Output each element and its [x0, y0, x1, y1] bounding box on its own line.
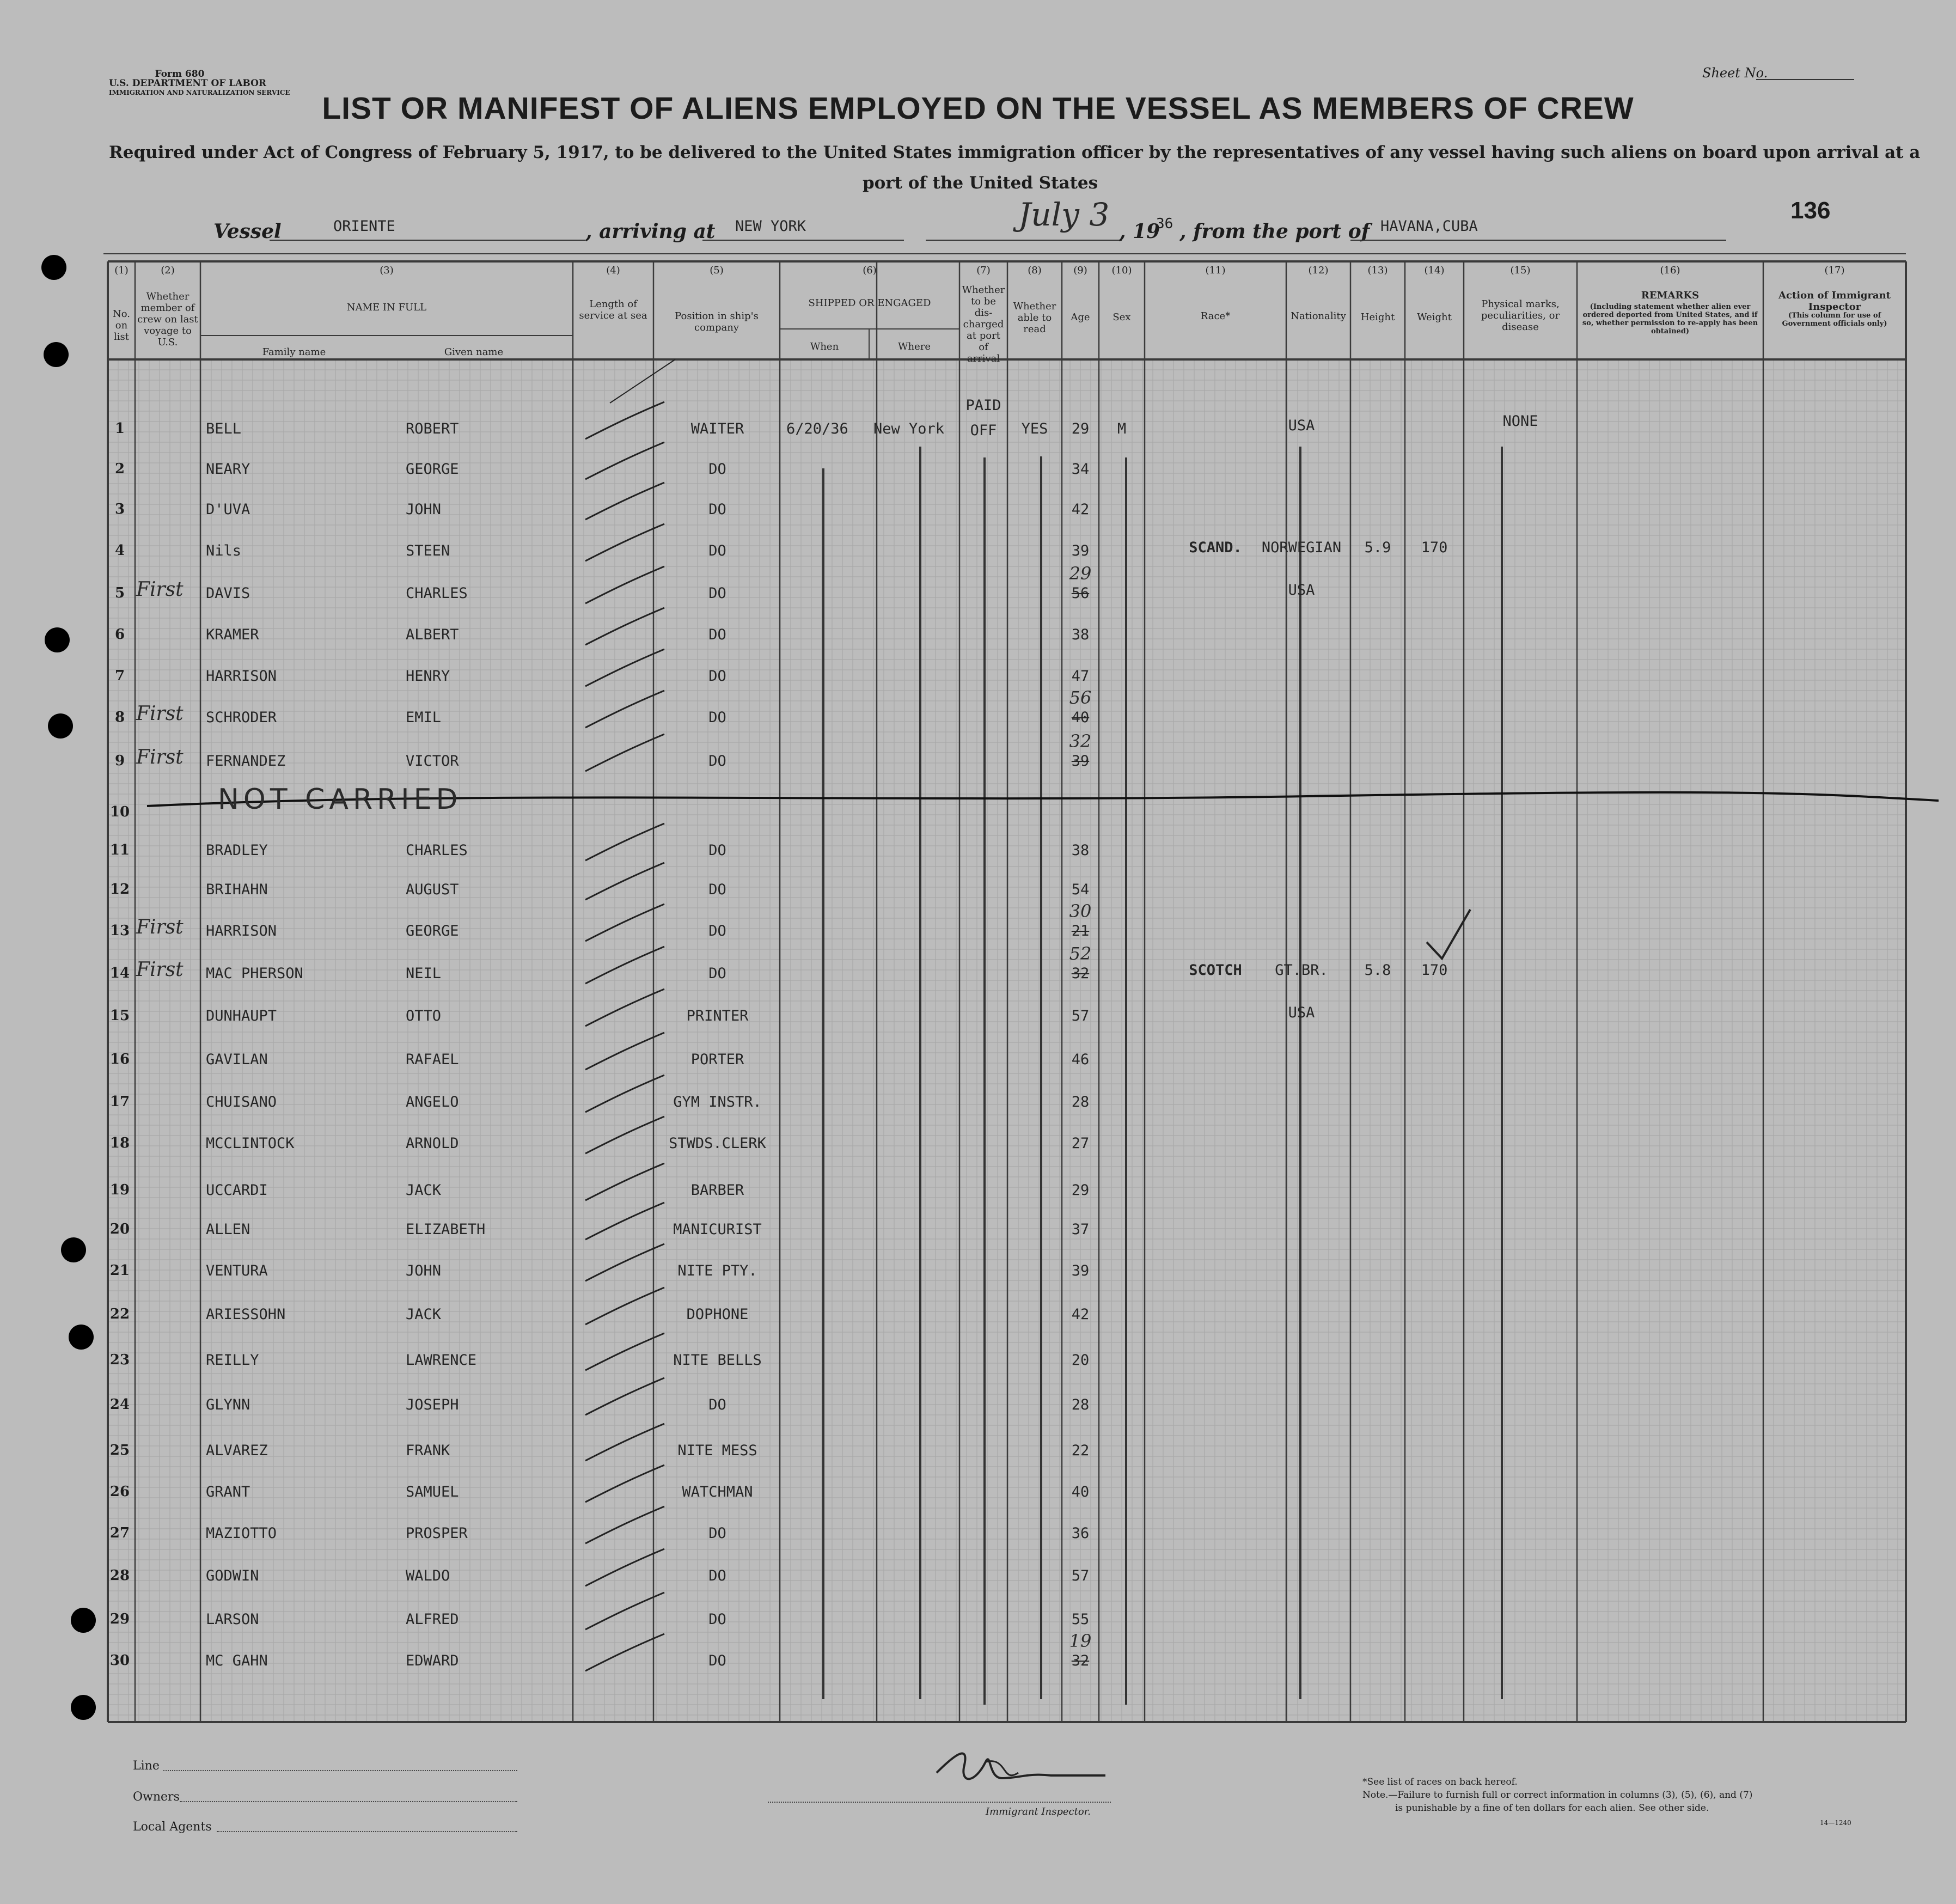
age: 37: [1071, 1221, 1090, 1238]
family-name: DUNHAUPT: [206, 1008, 277, 1024]
page-number: 136: [1790, 197, 1831, 224]
row-number: 23: [109, 1352, 130, 1368]
nationality-header: Nationality: [1291, 310, 1346, 322]
column-number: (17): [1824, 265, 1845, 276]
position: DO: [708, 1525, 726, 1542]
position: PRINTER: [686, 1008, 749, 1024]
row-number: 29: [109, 1611, 130, 1627]
weight-header: Weight: [1417, 312, 1452, 323]
age: 47: [1071, 668, 1090, 685]
sheet-number-line: [1756, 79, 1854, 80]
age: 39: [1071, 1262, 1090, 1279]
row-number: 8: [114, 709, 125, 725]
position: DO: [708, 542, 726, 559]
row-number: 20: [109, 1221, 130, 1237]
age: 36: [1071, 1525, 1090, 1542]
position: DOPHONE: [686, 1306, 749, 1323]
prior-voyage-mark: First: [136, 578, 184, 601]
age: 28: [1071, 1094, 1090, 1110]
column-number: (12): [1308, 265, 1329, 276]
column-number: (16): [1660, 265, 1680, 276]
age: 46: [1071, 1051, 1090, 1068]
age: 29: [1071, 1182, 1090, 1199]
family-name: GLYNN: [206, 1396, 250, 1413]
row-number: 1: [114, 420, 125, 437]
age: 34: [1071, 461, 1090, 478]
position: DO: [708, 1567, 726, 1584]
given-name: ANGELO: [406, 1094, 459, 1110]
footer-agents-field: [217, 1831, 517, 1832]
arrival-date-handwritten: July 3: [1018, 196, 1110, 233]
age: 22: [1071, 1442, 1090, 1459]
page-title: LIST OR MANIFEST OF ALIENS EMPLOYED ON THE VESSEL AS MEMBERS OF CREW: [322, 91, 1634, 126]
family-name: DAVIS: [206, 585, 250, 602]
row-number: 9: [114, 753, 125, 769]
family-name: D'UVA: [206, 501, 250, 518]
discharged-header: Whether to be dis-charged at port of arrival: [962, 284, 1005, 364]
row-number: 25: [109, 1442, 130, 1458]
age-corrected: 32: [1069, 731, 1092, 752]
column-number: (11): [1205, 265, 1226, 276]
family-name: GRANT: [206, 1484, 250, 1500]
punch-hole: [69, 1325, 94, 1350]
given-name: FRANK: [406, 1442, 450, 1459]
able-to-read-header: Whether able to read: [1013, 301, 1056, 335]
given-name: JACK: [406, 1306, 442, 1323]
given-name: ROBERT: [406, 420, 459, 437]
position: WAITER: [690, 420, 744, 437]
given-name: OTTO: [406, 1008, 442, 1024]
given-name: HENRY: [406, 668, 450, 685]
age-corrected: 56: [1069, 687, 1092, 708]
position: DO: [708, 965, 726, 982]
nationality: USA: [1288, 582, 1315, 599]
arrival-port: NEW YORK: [735, 218, 806, 235]
age-header: Age: [1071, 312, 1090, 323]
no-on-list-header: No. on list: [113, 308, 130, 343]
family-name: ALVAREZ: [206, 1442, 268, 1459]
given-name: GEORGE: [406, 923, 459, 939]
row-number: 30: [109, 1652, 130, 1669]
position: GYM INSTR.: [673, 1094, 762, 1110]
column-number: (15): [1510, 265, 1531, 276]
name-in-full-header: NAME IN FULL: [346, 302, 427, 313]
position: NITE MESS: [677, 1442, 757, 1459]
punch-hole: [71, 1608, 96, 1633]
age-struck: 40: [1071, 709, 1090, 726]
punch-hole: [41, 255, 66, 280]
remarks-header: REMARKS: [1641, 290, 1700, 301]
inspector-action-header: Action of Immigrant Inspector: [1778, 290, 1891, 313]
age-struck: 21: [1071, 923, 1090, 939]
inspector-label: Immigrant Inspector.: [986, 1806, 1091, 1817]
given-name: JOHN: [406, 1262, 442, 1279]
age-struck: 39: [1071, 753, 1090, 770]
position: PORTER: [690, 1051, 744, 1068]
punch-hole: [61, 1237, 86, 1262]
row-number: 7: [114, 668, 125, 684]
position: DO: [708, 1611, 726, 1628]
penalty-note-line2: is punishable by a fine of ten dollars for each alien. See other side.: [1395, 1803, 1709, 1814]
position: NITE PTY.: [677, 1262, 757, 1279]
row-number: 5: [114, 585, 125, 601]
footer-agents-label: Local Agents: [133, 1820, 212, 1834]
age: 20: [1071, 1352, 1090, 1369]
able-to-read: YES: [1021, 420, 1048, 437]
position: DO: [708, 668, 726, 685]
age: 42: [1071, 501, 1090, 518]
given-name: AUGUST: [406, 881, 459, 898]
shipped-engaged-header: SHIPPED OR ENGAGED: [808, 297, 931, 309]
family-name: FERNANDEZ: [206, 753, 286, 770]
given-name: ELIZABETH: [406, 1221, 486, 1238]
arriving-label: , arriving at: [585, 220, 716, 243]
service: IMMIGRATION AND NATURALIZATION SERVICE: [109, 89, 290, 96]
age: 38: [1071, 842, 1090, 859]
family-name: VENTURA: [206, 1262, 268, 1279]
given-name: ALBERT: [406, 626, 459, 643]
shipped-where: New York: [873, 420, 945, 437]
given-name: ARNOLD: [406, 1135, 459, 1152]
family-name: ALLEN: [206, 1221, 250, 1238]
age-struck: 32: [1071, 965, 1090, 982]
family-name: BRADLEY: [206, 842, 268, 859]
not-carried-note: NOT CARRIED: [218, 783, 462, 816]
inspector-signature-line: [768, 1802, 1111, 1803]
family-name: NEARY: [206, 461, 250, 478]
column-number: (6): [863, 265, 877, 276]
family-name: BRIHAHN: [206, 881, 268, 898]
inspector-signature: [926, 1740, 1122, 1800]
vessel-name: ORIENTE: [333, 218, 395, 235]
year-prefix: , 19: [1119, 220, 1160, 243]
footer-owners-label: Owners: [133, 1790, 180, 1804]
family-name: HARRISON: [206, 668, 277, 685]
position: MANICURIST: [673, 1221, 762, 1238]
row-number: 27: [109, 1525, 130, 1541]
nationality: NORWEGIAN: [1261, 539, 1342, 556]
footer-line-label: Line: [133, 1759, 160, 1773]
column-number: (14): [1424, 265, 1445, 276]
position: DO: [708, 709, 726, 726]
age: 57: [1071, 1567, 1090, 1584]
punch-hole: [71, 1695, 96, 1720]
arrival-port-line: [702, 240, 904, 241]
row-number: 6: [114, 626, 125, 643]
from-port: HAVANA,CUBA: [1380, 218, 1478, 235]
position: BARBER: [690, 1182, 744, 1199]
age: 40: [1071, 1484, 1090, 1500]
row-number: 18: [109, 1135, 130, 1151]
row-number: 22: [109, 1306, 130, 1322]
weight: 170: [1421, 962, 1448, 979]
column-number: (7): [976, 265, 991, 276]
from-port-line: [1350, 240, 1726, 241]
family-name: SCHRODER: [206, 709, 277, 726]
department: U.S. DEPARTMENT OF LABOR: [109, 78, 267, 89]
column-number: (2): [161, 265, 175, 276]
nationality: USA: [1288, 1004, 1315, 1021]
age-struck: 32: [1071, 1652, 1090, 1669]
row-number: 14: [109, 965, 130, 981]
age-corrected: 52: [1069, 943, 1092, 964]
footer-line-field: [163, 1770, 517, 1771]
given-name: JOSEPH: [406, 1396, 459, 1413]
column-number: (10): [1111, 265, 1132, 276]
prior-voyage-mark: First: [136, 746, 184, 768]
races-note: *See list of races on back hereof.: [1362, 1777, 1518, 1787]
prior-voyage-mark: First: [136, 916, 184, 938]
column-number: (9): [1073, 265, 1087, 276]
position: DO: [708, 501, 726, 518]
form-number: Form 680: [155, 69, 205, 80]
height-header: Height: [1360, 312, 1395, 323]
age: 57: [1071, 1008, 1090, 1024]
prior-voyage-header: Whether member of crew on last voyage to U.S.: [137, 291, 198, 348]
family-name: UCCARDI: [206, 1182, 268, 1199]
given-name: RAFAEL: [406, 1051, 459, 1068]
column-number: (5): [710, 265, 724, 276]
column-number: (4): [606, 265, 620, 276]
column-number: (1): [114, 265, 129, 276]
race: SCOTCH: [1189, 962, 1242, 979]
row-number: 24: [109, 1396, 130, 1413]
race: SCAND.: [1189, 539, 1242, 556]
row-number: 12: [109, 881, 130, 898]
given-name: JOHN: [406, 501, 442, 518]
given-name: NEIL: [406, 965, 442, 982]
given-name: PROSPER: [406, 1525, 468, 1542]
age: 28: [1071, 1396, 1090, 1413]
row-number: 13: [109, 923, 130, 939]
date-line: [926, 240, 1122, 241]
given-name: GEORGE: [406, 461, 459, 478]
row-number: 17: [109, 1094, 130, 1110]
family-name: ARIESSOHN: [206, 1306, 286, 1323]
position: DO: [708, 923, 726, 939]
shipped-when-header: When: [810, 341, 839, 352]
column-number: (3): [380, 265, 394, 276]
row-number: 3: [114, 501, 125, 517]
family-name: MAC PHERSON: [206, 965, 303, 982]
race-header: Race*: [1200, 310, 1231, 322]
length-of-service-header: Length of service at sea: [579, 298, 647, 321]
age: 42: [1071, 1306, 1090, 1323]
age: 39: [1071, 542, 1090, 559]
punch-hole: [45, 627, 70, 652]
position: STWDS.CLERK: [669, 1135, 766, 1152]
given-name: ALFRED: [406, 1611, 459, 1628]
family-name: BELL: [206, 420, 242, 437]
from-port-label: , from the port of: [1179, 220, 1370, 243]
given-name: SAMUEL: [406, 1484, 459, 1500]
family-name-header: Family name: [262, 346, 326, 358]
position: DO: [708, 461, 726, 478]
row-number: 16: [109, 1051, 130, 1067]
age: 54: [1071, 881, 1090, 898]
age: 55: [1071, 1611, 1090, 1628]
physical-marks: NONE: [1502, 413, 1538, 430]
family-name: MC GAHN: [206, 1652, 268, 1669]
given-name: JACK: [406, 1182, 442, 1199]
family-name: MAZIOTTO: [206, 1525, 277, 1542]
age-corrected: 19: [1069, 1631, 1092, 1651]
footer-owners-field: [180, 1801, 517, 1802]
position: DO: [708, 585, 726, 602]
age-corrected: 29: [1069, 563, 1092, 584]
given-name: EDWARD: [406, 1652, 459, 1669]
given-name: WALDO: [406, 1567, 450, 1584]
given-name: STEEN: [406, 542, 450, 559]
row-number: 15: [109, 1008, 130, 1024]
age-corrected: 30: [1069, 901, 1092, 922]
family-name: Nils: [206, 542, 242, 559]
weight: 170: [1421, 539, 1448, 556]
given-name-header: Given name: [444, 346, 504, 358]
sheet-number-label: Sheet No.: [1702, 65, 1768, 81]
family-name: GODWIN: [206, 1567, 259, 1584]
punch-hole: [48, 713, 73, 739]
vessel-label: Vessel: [213, 220, 282, 243]
sex: M: [1117, 420, 1127, 437]
position-header: Position in ship's company: [675, 310, 759, 333]
position: DO: [708, 626, 726, 643]
given-name: VICTOR: [406, 753, 459, 770]
prior-voyage-mark: First: [136, 959, 184, 981]
row-number: 28: [109, 1567, 130, 1584]
remarks-note: (Including statement whether alien ever ordered deported from United States, and if so, whether permission to re-apply has been obtained): [1582, 303, 1758, 335]
family-name: KRAMER: [206, 626, 259, 643]
inspector-action-note: (This column for use of Government officials only): [1782, 312, 1887, 328]
family-name: MCCLINTOCK: [206, 1135, 295, 1152]
form-code: 14—1240: [1820, 1819, 1851, 1827]
vessel-line: [270, 240, 585, 241]
age: 27: [1071, 1135, 1090, 1152]
position: DO: [708, 1396, 726, 1413]
age-struck: 56: [1071, 585, 1090, 602]
position: DO: [708, 1652, 726, 1669]
row-number: 4: [114, 542, 125, 559]
column-number: (8): [1028, 265, 1042, 276]
row-number: 11: [109, 842, 130, 858]
subtitle-line2: port of the United States: [862, 173, 1098, 193]
discharged: PAID OFF: [965, 397, 1001, 439]
family-name: GAVILAN: [206, 1051, 268, 1068]
row-number: 19: [109, 1182, 130, 1198]
physical-marks-header: Physical marks, peculiarities, or disease: [1481, 298, 1560, 333]
row-number: 21: [109, 1262, 130, 1279]
nationality: GT.BR.: [1275, 962, 1328, 979]
position: NITE BELLS: [673, 1352, 762, 1369]
shipped-when: 6/20/36: [786, 420, 848, 437]
nationality: USA: [1288, 417, 1315, 434]
position: WATCHMAN: [682, 1484, 753, 1500]
family-name: REILLY: [206, 1352, 259, 1369]
given-name: EMIL: [406, 709, 442, 726]
given-name: CHARLES: [406, 842, 468, 859]
family-name: CHUISANO: [206, 1094, 277, 1110]
year: 36: [1156, 216, 1173, 232]
row-number: 2: [114, 461, 125, 477]
sex-header: Sex: [1113, 312, 1131, 323]
height: 5.9: [1364, 539, 1391, 556]
position: DO: [708, 753, 726, 770]
column-number: (13): [1367, 265, 1388, 276]
age: 29: [1071, 420, 1090, 437]
punch-hole: [44, 342, 69, 367]
prior-voyage-mark: First: [136, 703, 184, 725]
subtitle-line1: Required under Act of Congress of February 5, 1917, to be delivered to the United States immigration officer by the representatives of any vessel having such aliens on board upon arrival at a: [109, 143, 1921, 162]
given-name: LAWRENCE: [406, 1352, 477, 1369]
family-name: LARSON: [206, 1611, 259, 1628]
height: 5.8: [1364, 962, 1391, 979]
position: DO: [708, 842, 726, 859]
penalty-note-line1: Note.—Failure to furnish full or correct information in columns (3), (5), (6), and (7): [1362, 1790, 1753, 1801]
given-name: CHARLES: [406, 585, 468, 602]
shipped-where-header: Where: [897, 341, 931, 352]
row-number: 10: [109, 804, 130, 820]
family-name: HARRISON: [206, 923, 277, 939]
row-number: 26: [109, 1484, 130, 1500]
position: DO: [708, 881, 726, 898]
age: 38: [1071, 626, 1090, 643]
